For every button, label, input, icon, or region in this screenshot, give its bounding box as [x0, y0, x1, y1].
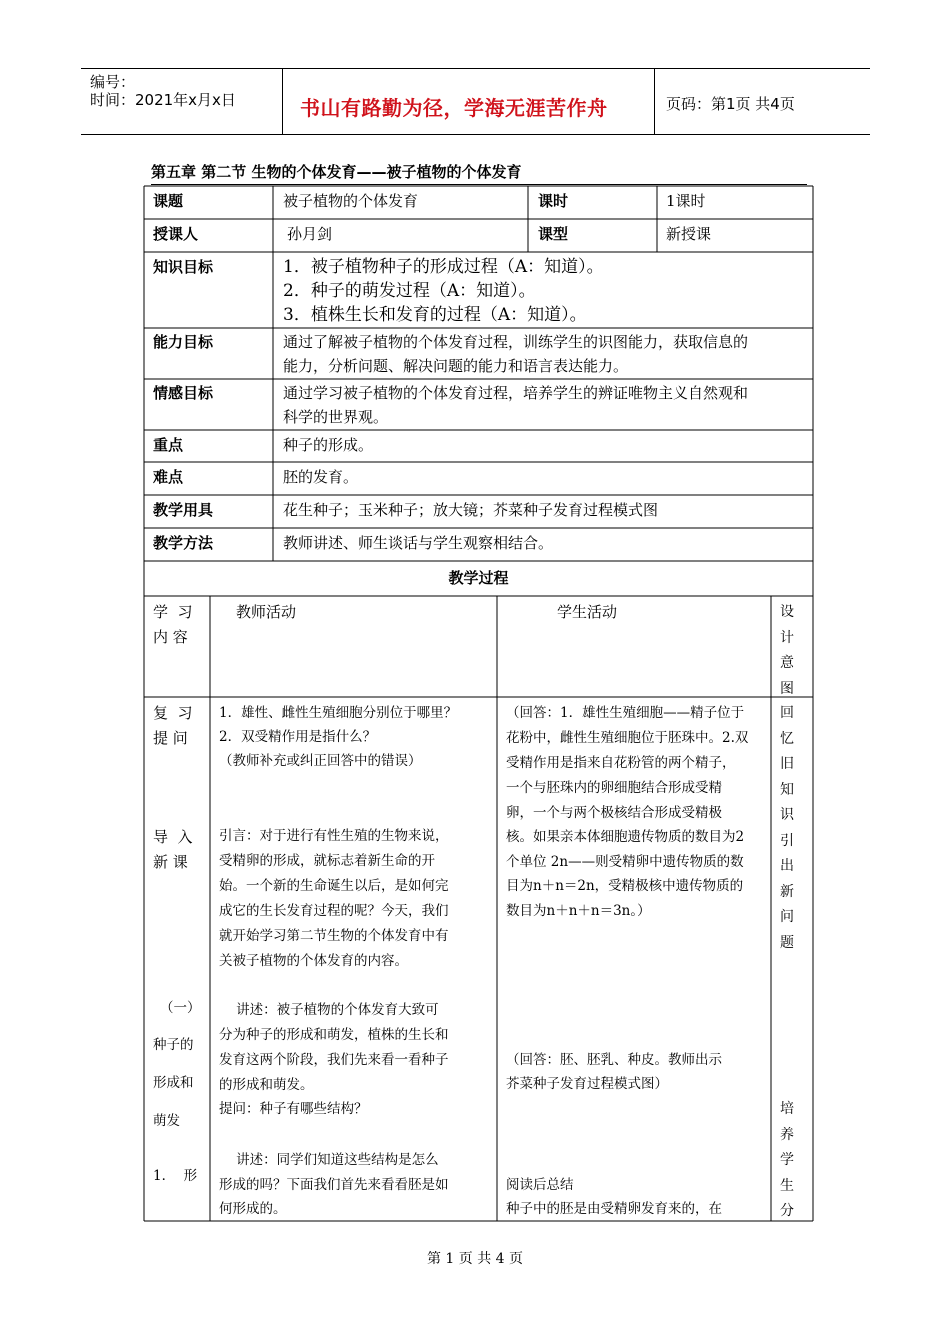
topic-value: 被子植物的个体发育: [283, 192, 419, 210]
header-divider: [282, 68, 283, 134]
type-label: 课型: [538, 225, 569, 243]
knowledge-goal-item: 3．植株生长和发育的过程（A：知道）。: [283, 305, 587, 325]
knowledge-goal-label: 知识目标: [153, 258, 214, 276]
teacher-talk-line: 发育这两个阶段，我们先来看一看种子: [219, 1052, 449, 1068]
teacher-talk-line: 形成的吗？下面我们首先来看看胚是如: [219, 1177, 449, 1193]
teacher-talk-line: 的形成和萌发。: [219, 1077, 314, 1093]
teacher-talk-line: 分为种子的形成和萌发，植株的生长和: [219, 1027, 449, 1043]
student-answer-line: 受精作用是指来自花粉管的两个精子，: [506, 755, 736, 771]
teacher-intro-line: 受精卵的形成，就标志着新生命的开: [219, 853, 435, 869]
content-review: 提 问: [153, 729, 188, 747]
student-answer-line: 核。如果亲本体细胞遗传物质的数目为2: [506, 829, 745, 845]
student-answer-line: 花粉中，雌性生殖细胞位于胚珠中。2.双: [506, 730, 749, 746]
student-answer-line: （回答：1．雄性生殖细胞——精子位于: [506, 705, 745, 721]
number-label: 编号：: [90, 73, 136, 91]
method-label: 教学方法: [153, 534, 214, 552]
teacher-intro-line: 始。一个新的生命诞生以后，是如何完: [219, 878, 449, 894]
design-intent: 回忆旧知识引出新问题: [780, 705, 794, 951]
content-review: 复 习: [153, 704, 193, 722]
teacher-value: 孙月剑: [287, 225, 333, 243]
content-subsection: 1． 形: [153, 1168, 198, 1184]
student-answer-line: 个单位 2n——则受精卵中遗传物质的数: [506, 854, 744, 870]
design-intent: 培养学生分: [780, 1101, 794, 1219]
tools-label: 教学用具: [153, 501, 214, 519]
key-point-label: 重点: [153, 436, 184, 454]
content-section: 萌发: [153, 1113, 180, 1129]
teacher-question: 1．雄性、雌性生殖细胞分别位于哪里？: [219, 705, 458, 721]
content-section: （一）: [160, 1000, 201, 1016]
teacher-talk-line: 讲述：被子植物的个体发育大致可: [219, 1002, 439, 1018]
header-bottom-rule: [81, 134, 870, 135]
student-answer-line: 数目为n＋n＋n＝3n。）: [506, 903, 651, 919]
page-label: 页码：第1页 共4页: [666, 95, 795, 113]
teacher-intro-line: 成它的生长发育过程的呢？今天，我们: [219, 903, 449, 919]
teacher-intro-line: 就开始学习第二节生物的个体发育中有: [219, 928, 449, 944]
teacher-talk-line: 讲述：同学们知道这些结构是怎么: [219, 1152, 439, 1168]
header-divider: [654, 68, 655, 134]
emotion-goal-label: 情感目标: [153, 384, 214, 402]
emotion-goal-line: 通过学习被子植物的个体发育过程，培养学生的辨证唯物主义自然观和: [283, 384, 749, 402]
knowledge-goal-item: 2．种子的萌发过程（A：知道）。: [283, 281, 536, 301]
teacher-column-header: 教师活动: [236, 603, 297, 621]
content-column-header: 学 习: [153, 603, 193, 621]
hours-value: 1课时: [666, 192, 706, 210]
chapter-title: 第五章 第二节 生物的个体发育——被子植物的个体发育: [151, 163, 522, 181]
student-answer-line: 目为n＋n＝2n，受精极核中遗传物质的: [506, 878, 744, 894]
student-answer-line: 卵，一个与两个极核结合形成受精极: [506, 805, 722, 821]
difficulty-label: 难点: [153, 468, 184, 486]
process-title: 教学过程: [448, 569, 509, 587]
content-intro: 导 入: [153, 828, 193, 846]
content-intro: 新 课: [153, 853, 188, 871]
hours-label: 课时: [538, 192, 569, 210]
type-value: 新授课: [666, 225, 712, 243]
student-answer-line: （回答：胚、胚乳、种皮。教师出示: [506, 1052, 722, 1068]
teacher-label: 授课人: [153, 225, 199, 243]
student-answer-line: 芥菜种子发育过程模式图）: [506, 1076, 668, 1092]
teacher-question: 2．双受精作用是指什么？: [219, 729, 377, 745]
chapter-underline: [151, 184, 807, 185]
emotion-goal-line: 科学的世界观。: [283, 408, 389, 426]
ability-goal-line: 能力，分析问题、解决问题的能力和语言表达能力。: [283, 357, 629, 375]
knowledge-goal-item: 1．被子植物种子的形成过程（A：知道）。: [283, 257, 604, 277]
student-column-header: 学生活动: [557, 603, 618, 621]
teacher-talk-line: 何形成的。: [219, 1201, 287, 1217]
content-section: 种子的: [153, 1037, 194, 1053]
motto: 书山有路勤为径，学海无涯苦作舟: [300, 96, 608, 120]
key-point-value: 种子的形成。: [283, 436, 374, 454]
difficulty-value: 胚的发育。: [283, 468, 359, 486]
ability-goal-label: 能力目标: [153, 333, 214, 351]
ability-goal-line: 通过了解被子植物的个体发育过程，训练学生的识图能力，获取信息的: [283, 333, 749, 351]
student-answer-line: 一个与胚珠内的卵细胞结合形成受精: [506, 780, 722, 796]
content-section: 形成和: [153, 1075, 194, 1091]
date-label: 时间：2021年x月x日: [90, 91, 236, 109]
content-column-header: 内 容: [153, 628, 188, 646]
teacher-note: （教师补充或纠正回答中的错误）: [219, 753, 422, 769]
teacher-intro-line: 引言：对于进行有性生殖的生物来说，: [219, 828, 449, 844]
tools-value: 花生种子；玉米种子；放大镜；芥菜种子发育过程模式图: [283, 501, 659, 519]
teacher-ask: 提问：种子有哪些结构？: [219, 1101, 368, 1117]
page-footer: 第 1 页 共 4 页: [426, 1251, 524, 1267]
topic-label: 课题: [153, 192, 184, 210]
teacher-intro-line: 关被子植物的个体发育的内容。: [219, 953, 408, 969]
student-read: 阅读后总结: [506, 1177, 574, 1193]
student-summary: 种子中的胚是由受精卵发育来的，在: [506, 1201, 722, 1217]
design-column-header: 设计意图: [780, 604, 794, 697]
method-value: 教师讲述、师生谈话与学生观察相结合。: [283, 534, 554, 552]
header-top-rule: [81, 68, 870, 69]
